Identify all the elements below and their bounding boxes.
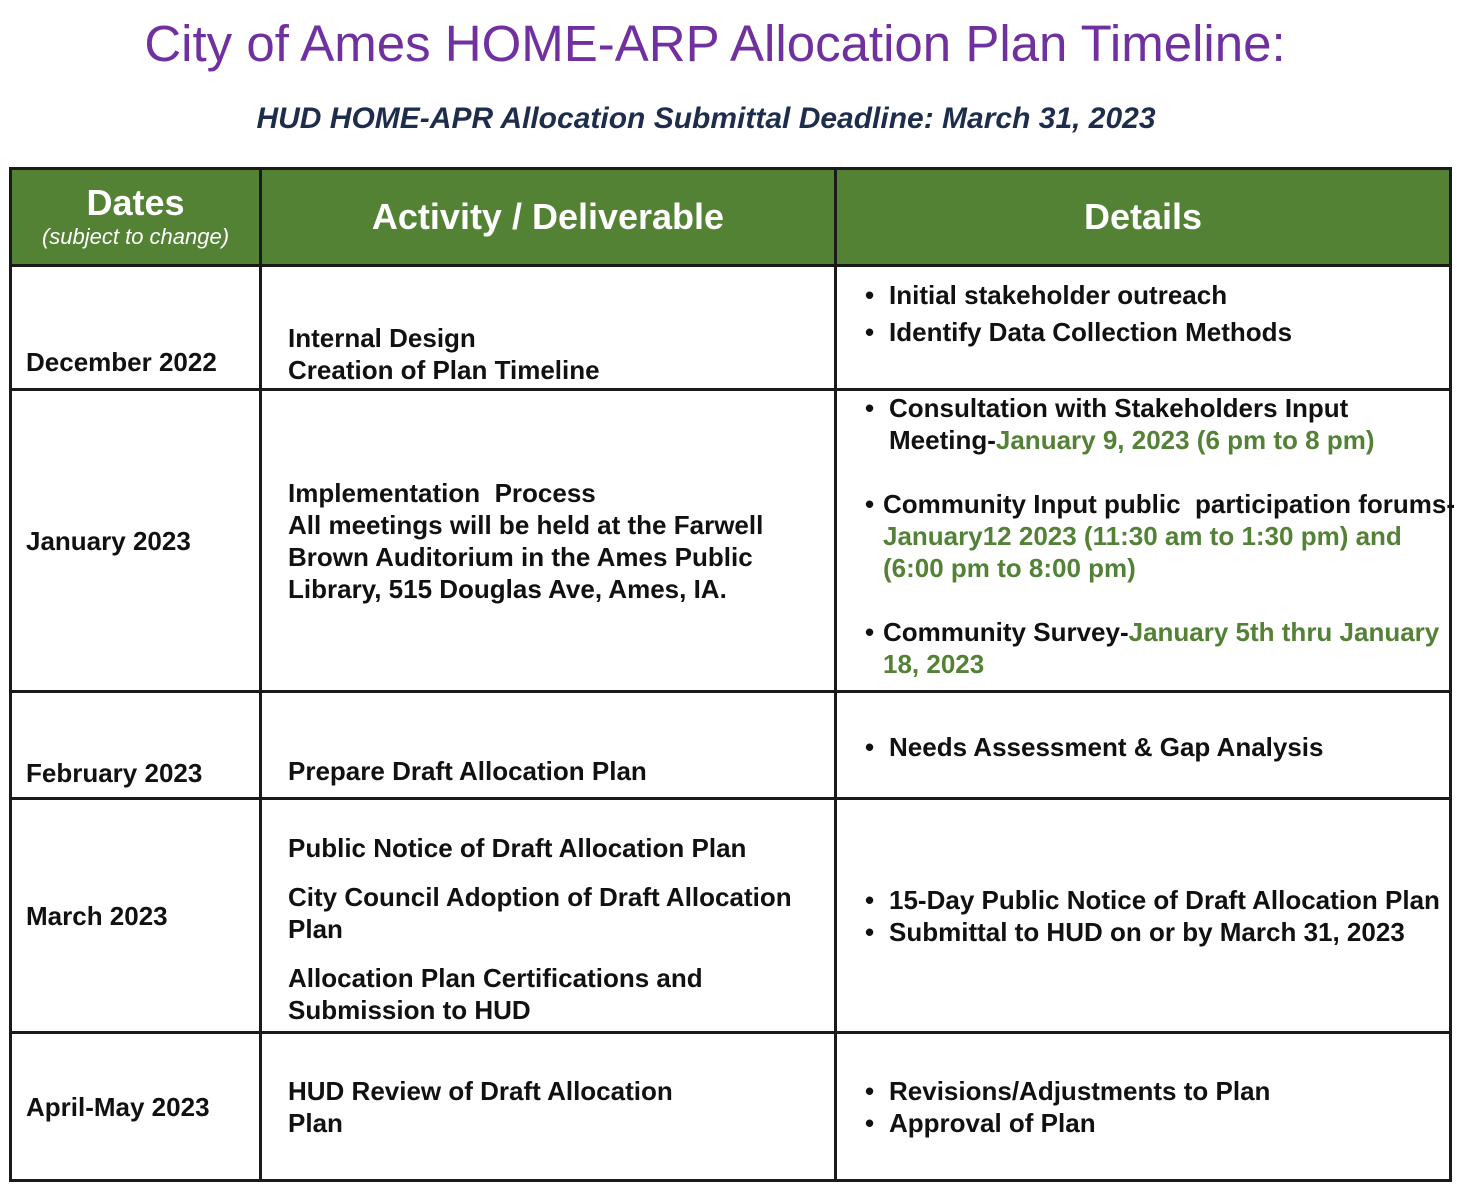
activity-cell xyxy=(261,390,836,692)
details-list xyxy=(861,1075,1441,1139)
table-row xyxy=(11,692,1451,799)
details-item: • Consultation with Stakeholders Input Meeting-January 9, 2023 (6 pm to 8 pm) xyxy=(861,392,1441,456)
details-item: • Submittal to HUD on or by March 31, 2023 xyxy=(861,916,1441,948)
header-activity xyxy=(261,169,836,266)
details-item: • Community Input public participation forums-January12 2023 (11:30 am to 1:30 pm) and (6:00 pm to 8:00 pm) xyxy=(861,488,1441,584)
activity-item: City Council Adoption of Draft Allocation Plan xyxy=(288,882,792,944)
details-item: • Approval of Plan xyxy=(861,1107,1441,1139)
date-label: January 2023 xyxy=(26,525,191,556)
activity-cell xyxy=(261,799,836,1033)
details-item: • 15-Day Public Notice of Draft Allocation Plan xyxy=(861,884,1441,916)
details-item: • Initial stakeholder outreach xyxy=(861,279,1441,311)
date-cell xyxy=(11,390,261,692)
activity-item: Prepare Draft Allocation Plan xyxy=(288,756,647,786)
date-label: February 2023 xyxy=(26,758,203,788)
header-dates xyxy=(11,169,261,266)
table-row xyxy=(11,390,1451,692)
details-item: • Community Survey-January 5th thru January 18, 2023 xyxy=(861,616,1441,680)
date-cell xyxy=(11,1033,261,1181)
activity-cell xyxy=(261,266,836,390)
details-cell xyxy=(836,266,1451,390)
details-cell xyxy=(836,390,1455,692)
details-list xyxy=(861,731,1441,763)
details-cell xyxy=(836,799,1451,1033)
date-label: April-May 2023 xyxy=(26,1091,210,1122)
details-list xyxy=(861,392,1455,680)
details-item: • Revisions/Adjustments to Plan xyxy=(861,1075,1441,1107)
details-item: • Needs Assessment & Gap Analysis xyxy=(861,731,1441,763)
header-details-label: Details xyxy=(1083,196,1203,237)
table-row xyxy=(11,799,1451,1033)
header-dates-note: (subject to change) xyxy=(41,224,230,249)
activity-item: Creation of Plan Timeline xyxy=(288,355,600,385)
header-dates-label: Dates xyxy=(86,182,185,223)
date-cell xyxy=(11,692,261,799)
table-row xyxy=(11,1033,1451,1181)
header-activity-label: Activity / Deliverable xyxy=(371,196,725,237)
date-label: March 2023 xyxy=(26,900,168,931)
activity-cell xyxy=(261,692,836,799)
date-cell xyxy=(11,266,261,390)
details-list xyxy=(861,279,1441,348)
activity-item: HUD Review of Draft Allocation Plan xyxy=(288,1075,673,1138)
details-cell xyxy=(836,1033,1451,1181)
details-cell xyxy=(836,692,1451,799)
table-row xyxy=(11,266,1451,390)
page-title: City of Ames HOME-ARP Allocation Plan Timeline: xyxy=(144,15,1286,72)
activity-item: All meetings will be held at the Farwell Brown Auditorium in the Ames Public Library, 515 Douglas Ave, Ames, IA. xyxy=(288,509,764,604)
activity-item: Allocation Plan Certifications and Submission to HUD xyxy=(288,963,703,1025)
date-cell xyxy=(11,799,261,1033)
activity-item: Internal Design xyxy=(288,323,476,353)
details-item: • Identify Data Collection Methods xyxy=(861,316,1441,348)
date-label: December 2022 xyxy=(26,347,217,377)
activity-cell xyxy=(261,1033,836,1181)
activity-item: Public Notice of Draft Allocation Plan xyxy=(288,833,747,863)
timeline-table xyxy=(9,167,1455,1182)
header-row xyxy=(11,169,1451,266)
header-details xyxy=(836,169,1451,266)
page-subtitle: HUD HOME-APR Allocation Submittal Deadline: March 31, 2023 xyxy=(256,102,1156,135)
details-list xyxy=(861,884,1441,948)
activity-item: Implementation Process xyxy=(288,477,596,508)
